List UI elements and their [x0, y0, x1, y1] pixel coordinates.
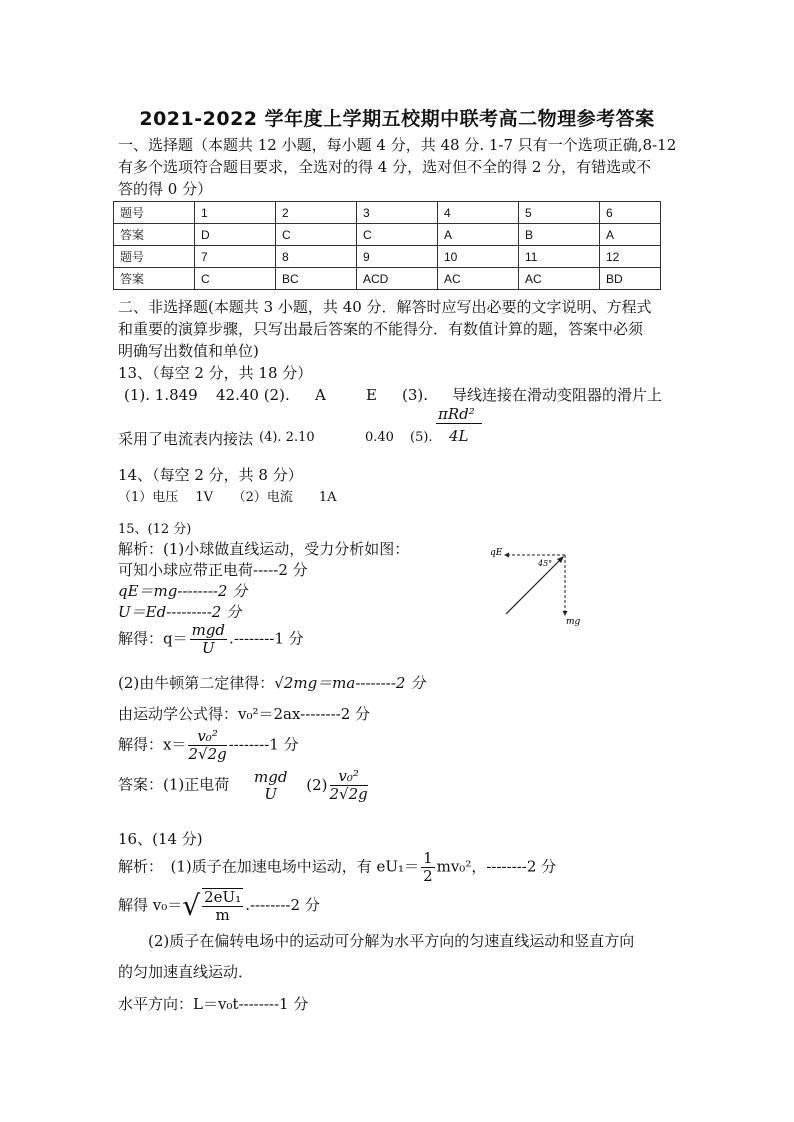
q13-fraction-denominator: 4L	[449, 427, 469, 445]
q16-line-2-prefix: 解得 v₀＝	[118, 896, 183, 914]
table-cell: 5	[519, 202, 600, 224]
table-cell: C	[357, 224, 438, 246]
table-cell: D	[195, 224, 276, 246]
table-cell: 2	[276, 202, 357, 224]
section2-line-1: 二、非选择题(本题共 3 小题，共 40 分．解答时应写出必要的文字说明、方程式	[118, 298, 652, 316]
fraction-denominator: 2√2g	[188, 745, 227, 763]
q13-answer-3: A	[315, 386, 326, 404]
resultant-vector	[506, 559, 561, 614]
table-cell: 答案	[114, 268, 195, 290]
q15-line-5-suffix: .--------1 分	[229, 629, 304, 648]
answer-table	[113, 201, 661, 290]
table-cell: A	[600, 224, 661, 246]
q16-line-4: 的匀加速直线运动．	[118, 963, 254, 981]
angle-label: 45°	[538, 559, 553, 568]
q15-line-8-prefix: 解得：x＝	[118, 735, 187, 754]
section1-line-1: 一、选择题（本题共 12 小题，每小题 4 分，共 48 分. 1-7 只有一个选项正确,8-12	[118, 136, 677, 154]
table-cell: 题号	[114, 246, 195, 268]
page-title: 2021-2022 学年度上学期五校期中联考高二物理参考答案	[139, 108, 655, 130]
table-cell: 7	[195, 246, 276, 268]
q13-answer-5: (3).	[402, 386, 429, 404]
table-row	[114, 268, 661, 290]
table-row	[114, 224, 661, 246]
force-diagram	[490, 540, 590, 630]
q15-line-6-equation: √2mg＝ma--------2 分	[274, 674, 426, 692]
fraction-numerator: 1	[423, 849, 433, 867]
q13-answer-9: 0.40	[365, 430, 394, 445]
q13-answer-7: 采用了电流表内接法	[118, 430, 254, 448]
q13-answer-8: (4). 2.10	[259, 430, 315, 445]
q16-line-2-suffix: .--------2 分	[245, 896, 320, 914]
q16-line-1-suffix: mv₀²，--------2 分	[436, 857, 557, 876]
fraction-denominator: m	[215, 906, 230, 924]
table-cell: B	[519, 224, 600, 246]
fraction-numerator: v₀²	[330, 768, 368, 786]
fraction-numerator: v₀²	[188, 728, 226, 746]
q15-fraction-answer-2	[330, 768, 368, 803]
q16-line-1-prefix: 解析： (1)质子在加速电场中运动，有 eU₁＝	[118, 857, 420, 876]
table-cell: C	[276, 224, 357, 246]
q15-line-3: qE＝mg--------2 分	[118, 582, 248, 600]
q15-line-7: 由运动学公式得：v₀²＝2ax--------2 分	[118, 705, 371, 723]
table-cell: A	[438, 224, 519, 246]
section1-line-3: 答的得 0 分）	[118, 180, 213, 198]
q15-fraction-answer-1	[252, 769, 289, 803]
q15-line-8-suffix: --------1 分	[228, 735, 299, 754]
section2-line-2: 和重要的演算步骤，只写出最后答案的不能得分．有数值计算的题，答案中必须	[118, 320, 644, 338]
q13-answer-2: 42.40 (2).	[216, 386, 290, 404]
qe-arrowhead	[504, 553, 509, 558]
q15-fraction-x	[188, 728, 226, 763]
q15-line-9-mid: (2)	[306, 775, 328, 794]
q15-line-1: 解析：(1)小球做直线运动，受力分析如图：	[118, 540, 410, 558]
table-cell: BD	[600, 268, 661, 290]
sqrt-icon: √	[182, 889, 201, 922]
table-cell: C	[195, 268, 276, 290]
q13-fraction-bar	[436, 423, 482, 424]
q15-line-5	[118, 622, 304, 657]
q16-line-5: 水平方向：L＝v₀t--------1 分	[118, 995, 309, 1013]
q15-line-9	[118, 768, 370, 803]
fraction-numerator: mgd	[254, 767, 288, 786]
section2-line-3: 明确写出数值和单位)	[118, 342, 259, 360]
table-row	[114, 202, 661, 224]
fraction-denominator: 2√2g	[329, 785, 368, 803]
q15-line-6	[118, 672, 425, 694]
table-cell: 12	[600, 246, 661, 268]
table-cell: 1	[195, 202, 276, 224]
table-row	[114, 246, 661, 268]
table-cell: 4	[438, 202, 519, 224]
table-cell: 3	[357, 202, 438, 224]
q15-line-4: U＝Ed---------2 分	[118, 603, 242, 621]
q13-fraction-numerator: πRd²	[438, 405, 475, 423]
fraction-denominator: 2	[423, 867, 433, 885]
fraction-denominator: U	[264, 784, 278, 803]
table-cell: ACD	[357, 268, 438, 290]
fraction-numerator: 2eU₁	[204, 888, 242, 906]
table-cell: 答案	[114, 224, 195, 246]
table-cell: AC	[438, 268, 519, 290]
q13-answer-1: (1). 1.849	[124, 386, 198, 404]
table-cell: 9	[357, 246, 438, 268]
q15-line-6-prefix: (2)由牛顿第二定律得：	[118, 674, 275, 692]
q16-line-2	[118, 888, 320, 924]
q16-fraction-half	[421, 850, 435, 885]
table-cell: 8	[276, 246, 357, 268]
q15-line-2: 可知小球应带正电荷-----2 分	[118, 561, 308, 579]
table-cell: 题号	[114, 202, 195, 224]
q13-header: 13、（每空 2 分，共 18 分）	[118, 364, 313, 382]
q15-fraction-q	[190, 622, 227, 657]
q15-header: 15、(12 分)	[118, 522, 192, 537]
table-cell: BC	[276, 268, 357, 290]
q15-line-5-prefix: 解得：q＝	[118, 629, 188, 648]
q13-answer-6: 导线连接在滑动变阻器的滑片上	[452, 386, 663, 404]
mg-arrowhead	[563, 611, 568, 616]
q13-answer-4: E	[366, 386, 377, 404]
section1-line-2: 有多个选项符合题目要求，全选对的得 4 分，选对但不全的得 2 分，有错选或不	[118, 158, 652, 176]
table-cell: 6	[600, 202, 661, 224]
table-cell: 10	[438, 246, 519, 268]
q15-line-9-prefix: 答案：(1)正电荷	[118, 775, 230, 794]
q16-line-1	[118, 850, 556, 885]
q14-answer: （1）电压 1V （2）电流 1A	[118, 490, 337, 505]
q14-header: 14、（每空 2 分，共 8 分）	[118, 466, 303, 484]
q16-fraction-v0	[202, 888, 243, 924]
q15-line-8	[118, 728, 299, 763]
q16-header: 16、(14 分)	[118, 830, 203, 848]
table-cell: AC	[519, 268, 600, 290]
qe-label: qE	[490, 548, 503, 558]
fraction-denominator: U	[202, 639, 215, 657]
table-cell: 11	[519, 246, 600, 268]
q16-line-3: (2)质子在偏转电场中的运动可分解为水平方向的匀速直线运动和竖直方向	[148, 932, 635, 950]
mg-label: mg	[566, 617, 581, 627]
q13-answer-10: (5).	[410, 430, 433, 445]
fraction-numerator: mgd	[191, 621, 226, 639]
